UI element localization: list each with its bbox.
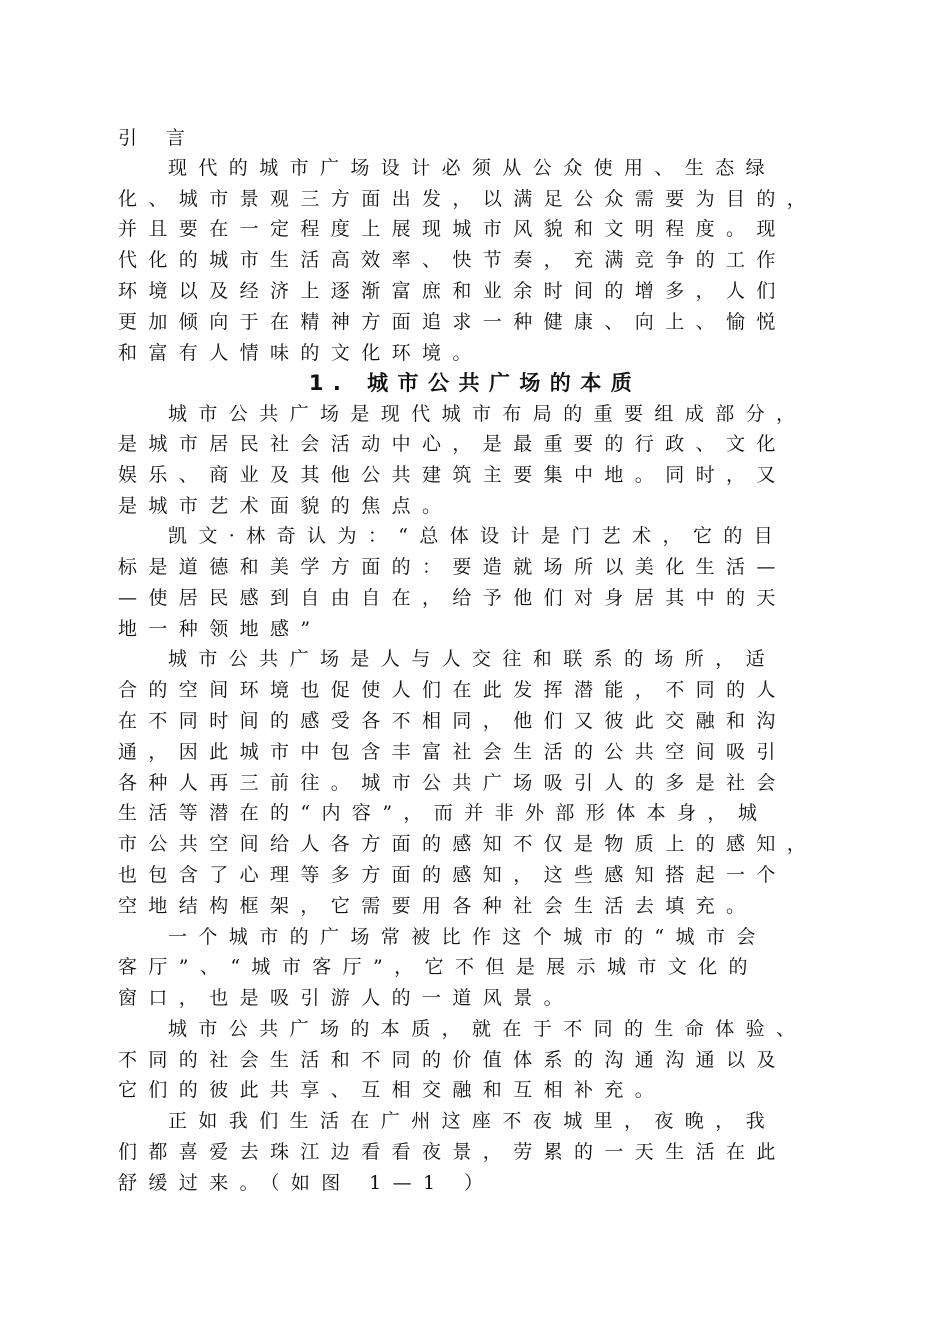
text-line: 窗口，也是吸引游人的一道风景。 [118,987,575,1009]
text-line: 城市公共广场是人与人交往和联系的场所，适 [168,648,777,670]
text-line: 城市公共广场的本质，就在于不同的生命体验、 [168,1018,807,1040]
text-line: 标是道德和美学方面的：要造就场所以美化生活— [118,556,787,578]
text-line: 舒缓过来。（如图 1—1 ） [118,1172,495,1194]
text-line: 也包含了心理等多方面的感知，这些感知搭起一个 [118,864,787,886]
text-line: 通，因此城市中包含丰富社会生活的公共空间吸引 [118,741,787,763]
intro-title: 引 言 [118,127,197,149]
text-line: 空地结构框架，它需要用各种社会生活去填充。 [118,895,757,917]
text-line: 一个城市的广场常被比作这个城市的“城市会 [168,926,767,948]
text-line: 城市公共广场是现代城市布局的重要组成部分， [168,403,807,425]
text-line: 和富有人情味的文化环境。 [118,342,483,364]
text-line: 是城市艺术面貌的焦点。 [118,495,453,517]
text-line: 不同的社会生活和不同的价值体系的沟通沟通以及 [118,1049,787,1071]
text-line: 各种人再三前往。城市公共广场吸引人的多是社会 [118,772,787,794]
text-line: 并且要在一定程度上展现城市风貌和文明程度。现 [118,218,787,240]
text-line: 娱乐、商业及其他公共建筑主要集中地。同时，又 [118,464,787,486]
text-line: —使居民感到自由自在，给予他们对身居其中的天 [118,587,787,609]
text-line: 凯文·林奇认为：“总体设计是门艺术，它的目 [168,525,785,547]
section-heading: 1. 城市公共广场的本质 [308,371,642,395]
text-line: 地一种领地感” [118,618,322,640]
text-line: 在不同时间的感受各不相同，他们又彼此交融和沟 [118,710,787,732]
text-line: 生活等潜在的“内容”，而并非外部形体本身，城 [118,802,769,824]
text-line: 化、城市景观三方面出发，以满足公众需要为目的， [118,188,818,210]
text-line: 客厅”、“城市客厅”，它不但是展示城市文化的 [118,956,759,978]
text-line: 正如我们生活在广州这座不夜城里，夜晚，我 [168,1110,777,1132]
text-line: 环境以及经济上逐渐富庶和业余时间的增多，人们 [118,280,787,302]
text-line: 合的空间环境也促使人们在此发挥潜能，不同的人 [118,679,787,701]
text-line: 市公共空间给人各方面的感知不仅是物质上的感知， [118,833,818,855]
text-line: 更加倾向于在精神方面追求一种健康、向上、愉悦 [118,311,787,333]
text-line: 们都喜爱去珠江边看看夜景，劳累的一天生活在此 [118,1141,787,1163]
text-line: 是城市居民社会活动中心，是最重要的行政、文化 [118,433,787,455]
text-line: 代化的城市生活高效率、快节奏，充满竞争的工作 [118,249,787,271]
text-line: 它们的彼此共享、互相交融和互相补充。 [118,1079,666,1101]
text-line: 现代的城市广场设计必须从公众使用、生态绿 [168,157,777,179]
